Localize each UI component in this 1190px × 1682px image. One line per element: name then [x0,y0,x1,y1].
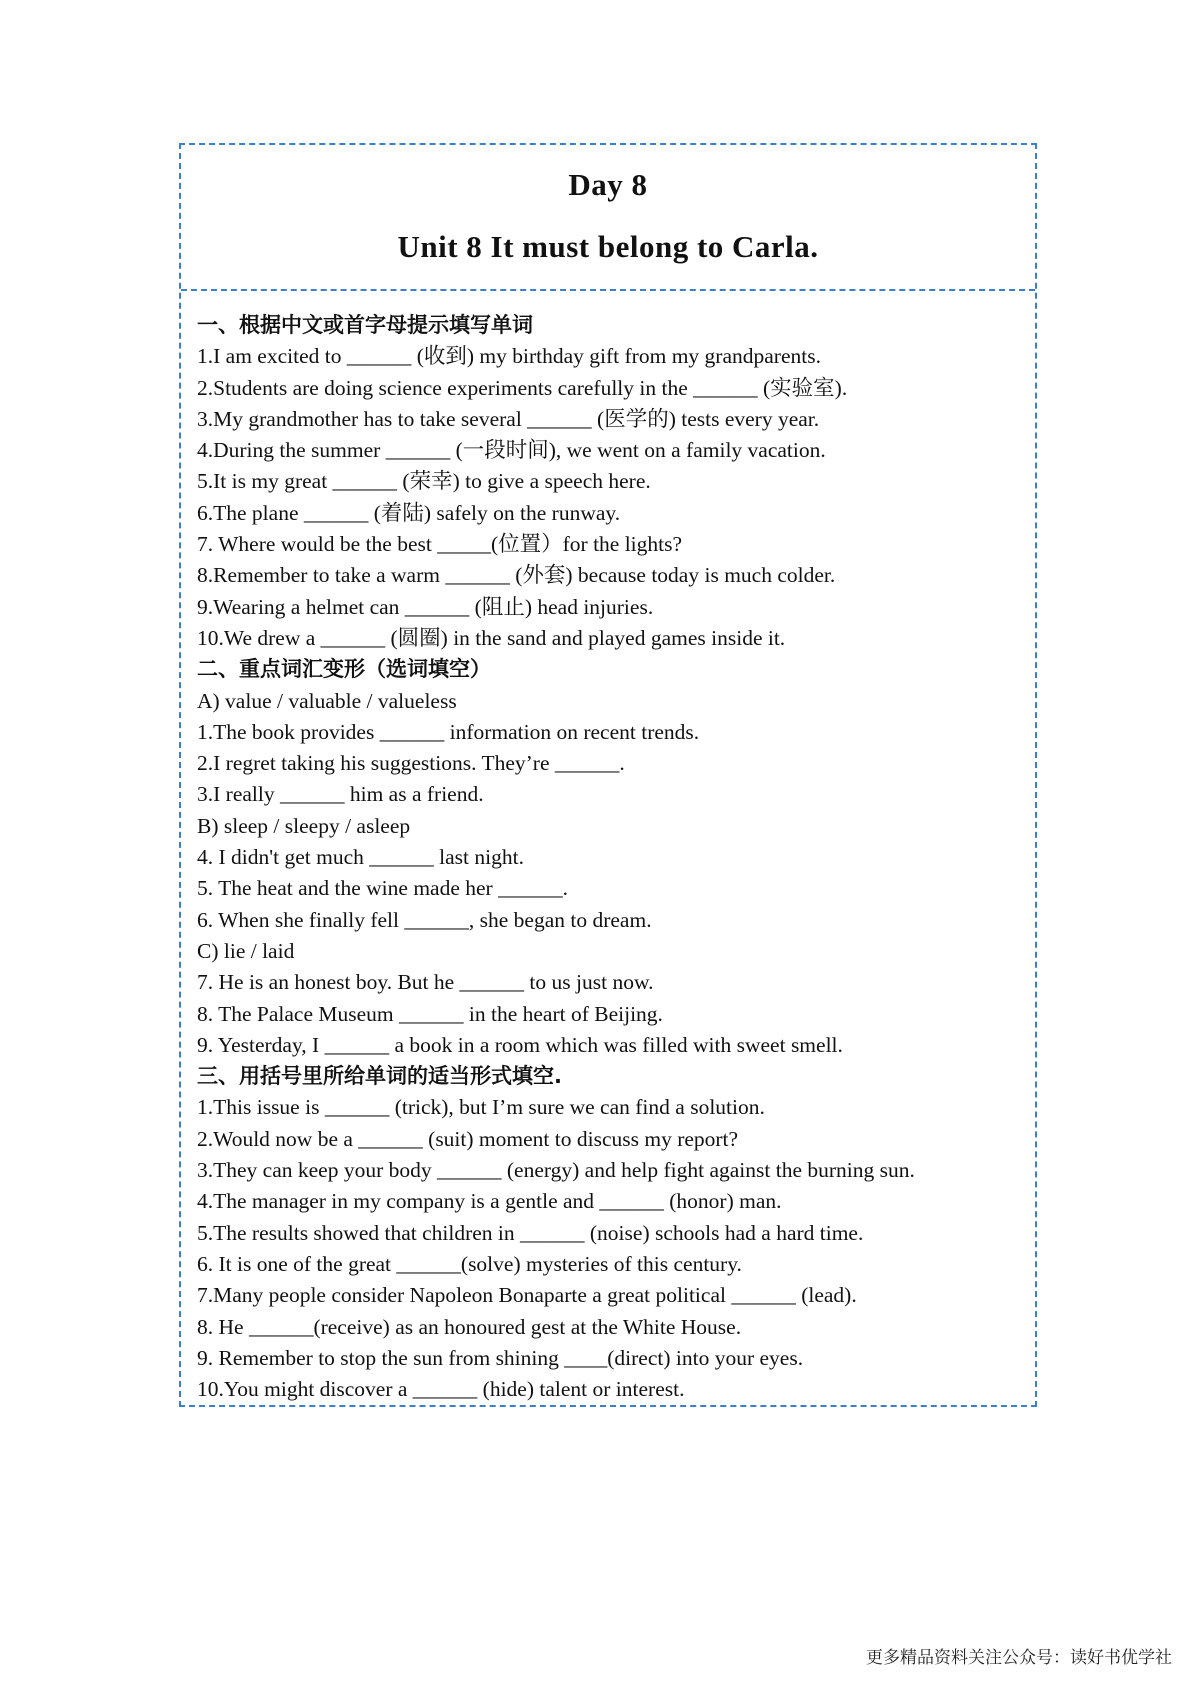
exercise-line: 5.It is my great ______ (荣幸) to give a speech here. [197,469,651,494]
exercise-line: 3.I really ______ him as a friend. [197,782,484,807]
exercise-line: 9.Wearing a helmet can ______ (阻止) head injuries. [197,594,654,619]
exercise-line: 2.Students are doing science experiments carefully in the ______ (实验室). [197,375,848,400]
exercise-line: 4. I didn't get much ______ last night. [197,845,524,870]
exercise-line: 6.The plane ______ (着陆) safely on the runway. [197,500,621,525]
exercise-line: 8.Remember to take a warm ______ (外套) because today is much colder. [197,563,836,588]
exercise-line: 7.Many people consider Napoleon Bonaparte a great political ______ (lead). [197,1283,857,1308]
exercise-line: 2.Would now be a ______ (suit) moment to discuss my report? [197,1126,739,1151]
exercise-line: 5. The heat and the wine made her ______. [197,876,568,901]
footer-note: 更多精品资料关注公众号：读好书优学社 [866,1648,1172,1667]
exercise-line: 1.The book provides ______ information on recent trends. [197,719,700,744]
exercise-line: 8. He ______(receive) as an honoured gest at the White House. [197,1314,742,1339]
exercise-line: 3.They can keep your body ______ (energy) and help fight against the burning sun. [197,1158,915,1183]
section-heading-2: 二、重点词汇变形（选词填空） [197,657,491,682]
exercise-line: 7. He is an honest boy. But he ______ to us just now. [197,970,654,995]
exercise-line: 10.We drew a ______ (圆圈) in the sand and played games inside it. [197,625,786,650]
exercise-line: 9. Yesterday, I ______ a book in a room which was filled with sweet smell. [197,1032,843,1057]
exercise-line: 1.This issue is ______ (trick), but I’m sure we can find a solution. [197,1095,765,1120]
word-group-c: C) lie / laid [197,938,295,963]
day-title: Day 8 [568,167,648,202]
exercise-line: 4.During the summer ______ (一段时间), we went on a family vacation. [197,438,826,463]
section-heading-3: 三、用括号里所给单词的适当形式填空. [197,1064,562,1089]
exercise-line: 1.I am excited to ______ (收到) my birthday gift from my grandparents. [197,344,821,369]
word-group-b: B) sleep / sleepy / asleep [197,813,411,838]
worksheet-header [181,145,1035,291]
exercise-line: 4.The manager in my company is a gentle and ______ (honor) man. [197,1189,782,1214]
unit-title: Unit 8 It must belong to Carla. [397,229,819,264]
exercise-line: 8. The Palace Museum ______ in the heart of Beijing. [197,1001,663,1026]
word-group-a: A) value / valuable / valueless [197,688,457,713]
exercise-content [197,310,1027,1405]
section-heading-1: 一、根据中文或首字母提示填写单词 [197,313,533,337]
exercise-line: 3.My grandmother has to take several ______ (医学的) tests every year. [197,406,820,431]
worksheet-frame [179,143,1037,1407]
exercise-line: 2.I regret taking his suggestions. They’re ______. [197,751,625,776]
exercise-line: 7. Where would be the best _____(位置）for the lights? [197,532,683,557]
exercise-line: 10.You might discover a ______ (hide) talent or interest. [197,1377,685,1402]
exercise-line: 6. It is one of the great ______(solve) mysteries of this century. [197,1251,742,1276]
exercise-line: 6. When she finally fell ______, she began to dream. [197,907,652,932]
exercise-line: 5.The results showed that children in ______ (noise) schools had a hard time. [197,1220,864,1245]
exercise-line: 9. Remember to stop the sun from shining ____(direct) into your eyes. [197,1345,804,1370]
